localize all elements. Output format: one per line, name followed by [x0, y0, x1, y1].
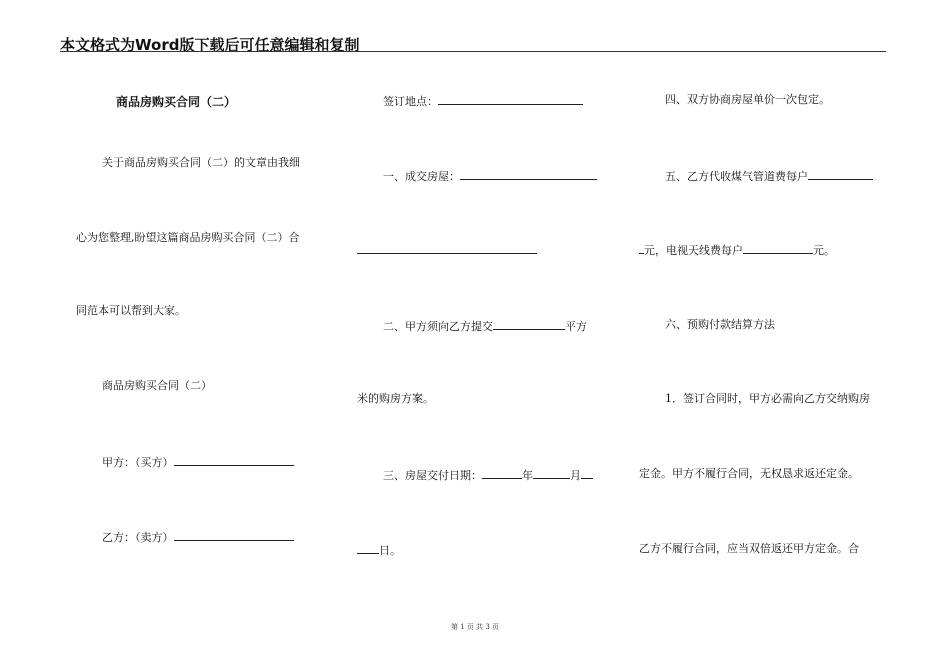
item5-tv-label: 元，电视天线费每户 [644, 244, 743, 257]
item3-line [383, 467, 593, 483]
item2-label: 二、甲方须向乙方提交 [383, 320, 493, 333]
sign-place-label: 签订地点： [383, 95, 438, 108]
item5-label: 五、乙方代收煤气管道费每户 [665, 170, 808, 183]
party-b-line [102, 529, 294, 545]
item2-unit: 平方 [565, 320, 587, 333]
item1-blank [460, 168, 597, 180]
item3-day: 日。 [379, 544, 401, 557]
party-b-label: 乙方：（卖方） [102, 531, 174, 544]
item6-p3: 乙方不履行合同，应当双倍返还甲方定金。合 [639, 542, 859, 555]
item2-line [383, 318, 587, 334]
document-title: 商品房购买合同（二） [116, 95, 237, 109]
header-divider [60, 51, 886, 52]
item1-continuation [357, 242, 537, 258]
item5-gas-blank [808, 168, 873, 180]
item3-continuation [357, 542, 401, 558]
party-a-label: 甲方：（买方） [102, 456, 174, 469]
sign-place-line [383, 93, 583, 109]
item3-month-blank [533, 467, 570, 479]
item3-day-blank [581, 467, 593, 479]
item4-line: 四、双方协商房屋单价一次包定。 [665, 93, 830, 106]
item3-month: 月 [570, 469, 581, 482]
item3-label: 三、房屋交付日期： [383, 469, 482, 482]
item6-line: 六、预购付款结算方法 [665, 318, 775, 331]
item5-continuation [639, 242, 835, 258]
item3-year: 年 [522, 469, 533, 482]
item1-label: 一、成交房屋： [383, 170, 460, 183]
item5-end: 元。 [813, 244, 835, 257]
party-b-blank [174, 529, 294, 541]
item6-p2: 定金。甲方不履行合同，无权恳求返还定金。 [639, 467, 859, 480]
item1-line [383, 168, 597, 184]
page-number: 第 1 页 共 3 页 [450, 623, 500, 631]
item3-year-blank [482, 467, 522, 479]
item6-p1: 1．签订合同时，甲方必需向乙方交纳购房 [665, 392, 870, 405]
item5-line [665, 168, 873, 184]
intro-line-1: 关于商品房购买合同（二）的文章由我细 [102, 156, 300, 169]
item5-tv-blank [743, 242, 813, 254]
item1-blank-2 [357, 242, 537, 254]
item3-day-blank-2 [357, 542, 379, 554]
intro-line-3: 同范本可以帮到大家。 [76, 304, 186, 317]
party-a-blank [174, 454, 294, 466]
party-a-line [102, 454, 294, 470]
item2-blank [493, 318, 565, 330]
sign-place-blank [438, 93, 583, 105]
intro-line-2: 心为您整理,盼望这篇商品房购买合同（二）合 [76, 231, 300, 244]
contract-subtitle: 商品房购买合同（二） [102, 379, 212, 392]
header-title: 本文格式为Word版下载后可任意编辑和复制 [60, 36, 360, 54]
item2-continuation: 米的购房方案。 [357, 392, 434, 405]
